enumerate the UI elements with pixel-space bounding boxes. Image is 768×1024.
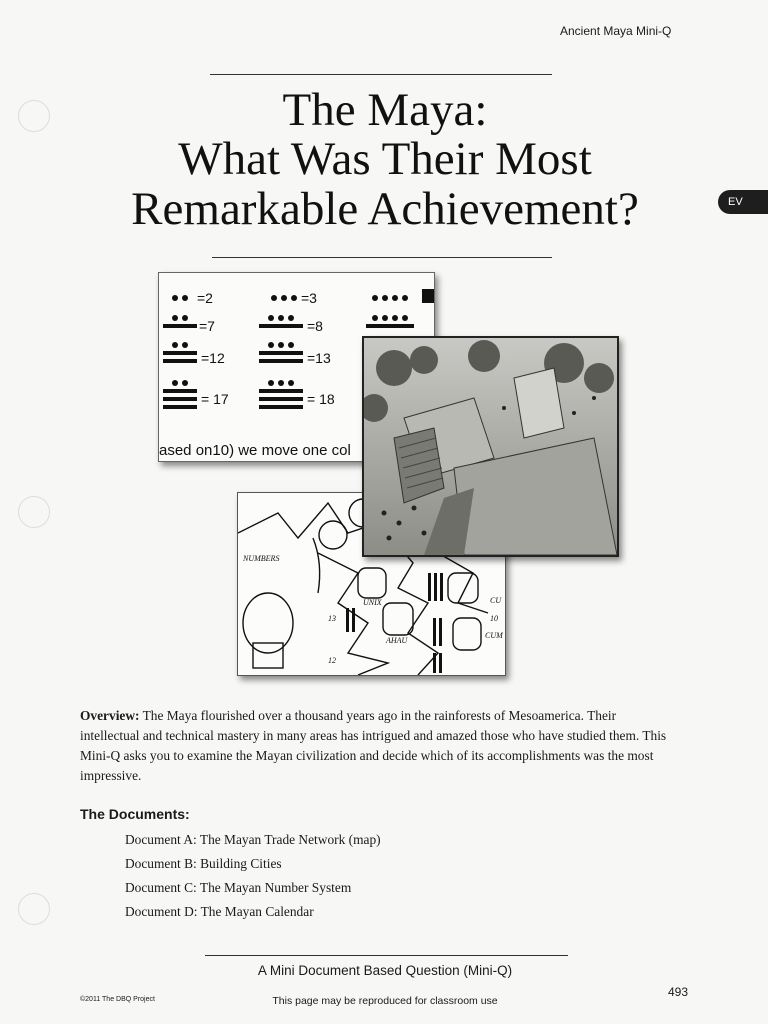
glyph-label: AHAU <box>386 636 408 645</box>
title-rule-top <box>210 74 552 75</box>
numbers-caption: ased on10) we move one col <box>159 442 351 459</box>
documents-list <box>125 828 381 924</box>
glyph-label: 13 <box>328 614 336 623</box>
binder-hole-bottom <box>18 893 50 925</box>
numbers-label: =7 <box>199 318 215 334</box>
title-line-3: Remarkable Achievement? <box>131 182 639 235</box>
footer-title: A Mini Document Based Question (Mini-Q) <box>257 963 513 978</box>
overview-paragraph <box>80 706 672 786</box>
numbers-label: =8 <box>307 318 323 334</box>
maya-temple-illustration <box>364 338 617 555</box>
header-label: Ancient Maya Mini-Q <box>560 24 672 38</box>
document-item: Document D: The Mayan Calendar <box>125 904 314 919</box>
glyph-label: NUMBERS <box>243 554 280 563</box>
maya-temple-image <box>362 336 619 557</box>
page-title <box>40 86 730 234</box>
numbers-label: =12 <box>201 350 225 366</box>
glyph-label: CU <box>490 596 502 605</box>
footer-rule <box>205 955 568 956</box>
documents-heading: The Documents: <box>80 806 190 822</box>
footer-note: This page may be reproduced for classroom use <box>272 995 498 1007</box>
numbers-label: =13 <box>307 350 331 366</box>
document-item: Document A: The Mayan Trade Network (map) <box>125 832 381 847</box>
title-rule-bottom <box>212 257 552 258</box>
glyph-label: 10 <box>490 614 498 623</box>
copyright: ©2011 The DBQ Project <box>80 996 155 1003</box>
title-line-1: The Maya: <box>282 84 488 136</box>
document-item: Document C: The Mayan Number System <box>125 880 352 895</box>
numbers-label: =2 <box>197 290 213 306</box>
title-line-2: What Was Their Most <box>178 133 592 186</box>
numbers-label: = 18 <box>307 391 335 407</box>
binder-hole-middle <box>18 496 50 528</box>
overview-text: The Maya flourished over a thousand years ago in the rainforests of Mesoamerica. Their intellectual and technical mastery in many areas has intrigued and amazed those who have studied them. This Mini-Q asks you to examine the Mayan civilization and decide which of its accomplishments was the most impressive. <box>80 708 667 783</box>
glyph-label: UNIX <box>363 598 382 607</box>
overview-label: Overview: <box>80 708 140 723</box>
side-tab-ev: EV <box>718 190 768 214</box>
numbers-label: =3 <box>301 290 317 306</box>
glyph-label: 12 <box>328 656 336 665</box>
glyph-label: CUM <box>485 631 503 640</box>
page-number: 493 <box>668 985 689 999</box>
numbers-label: = 17 <box>201 391 229 407</box>
document-item: Document B: Building Cities <box>125 856 282 871</box>
